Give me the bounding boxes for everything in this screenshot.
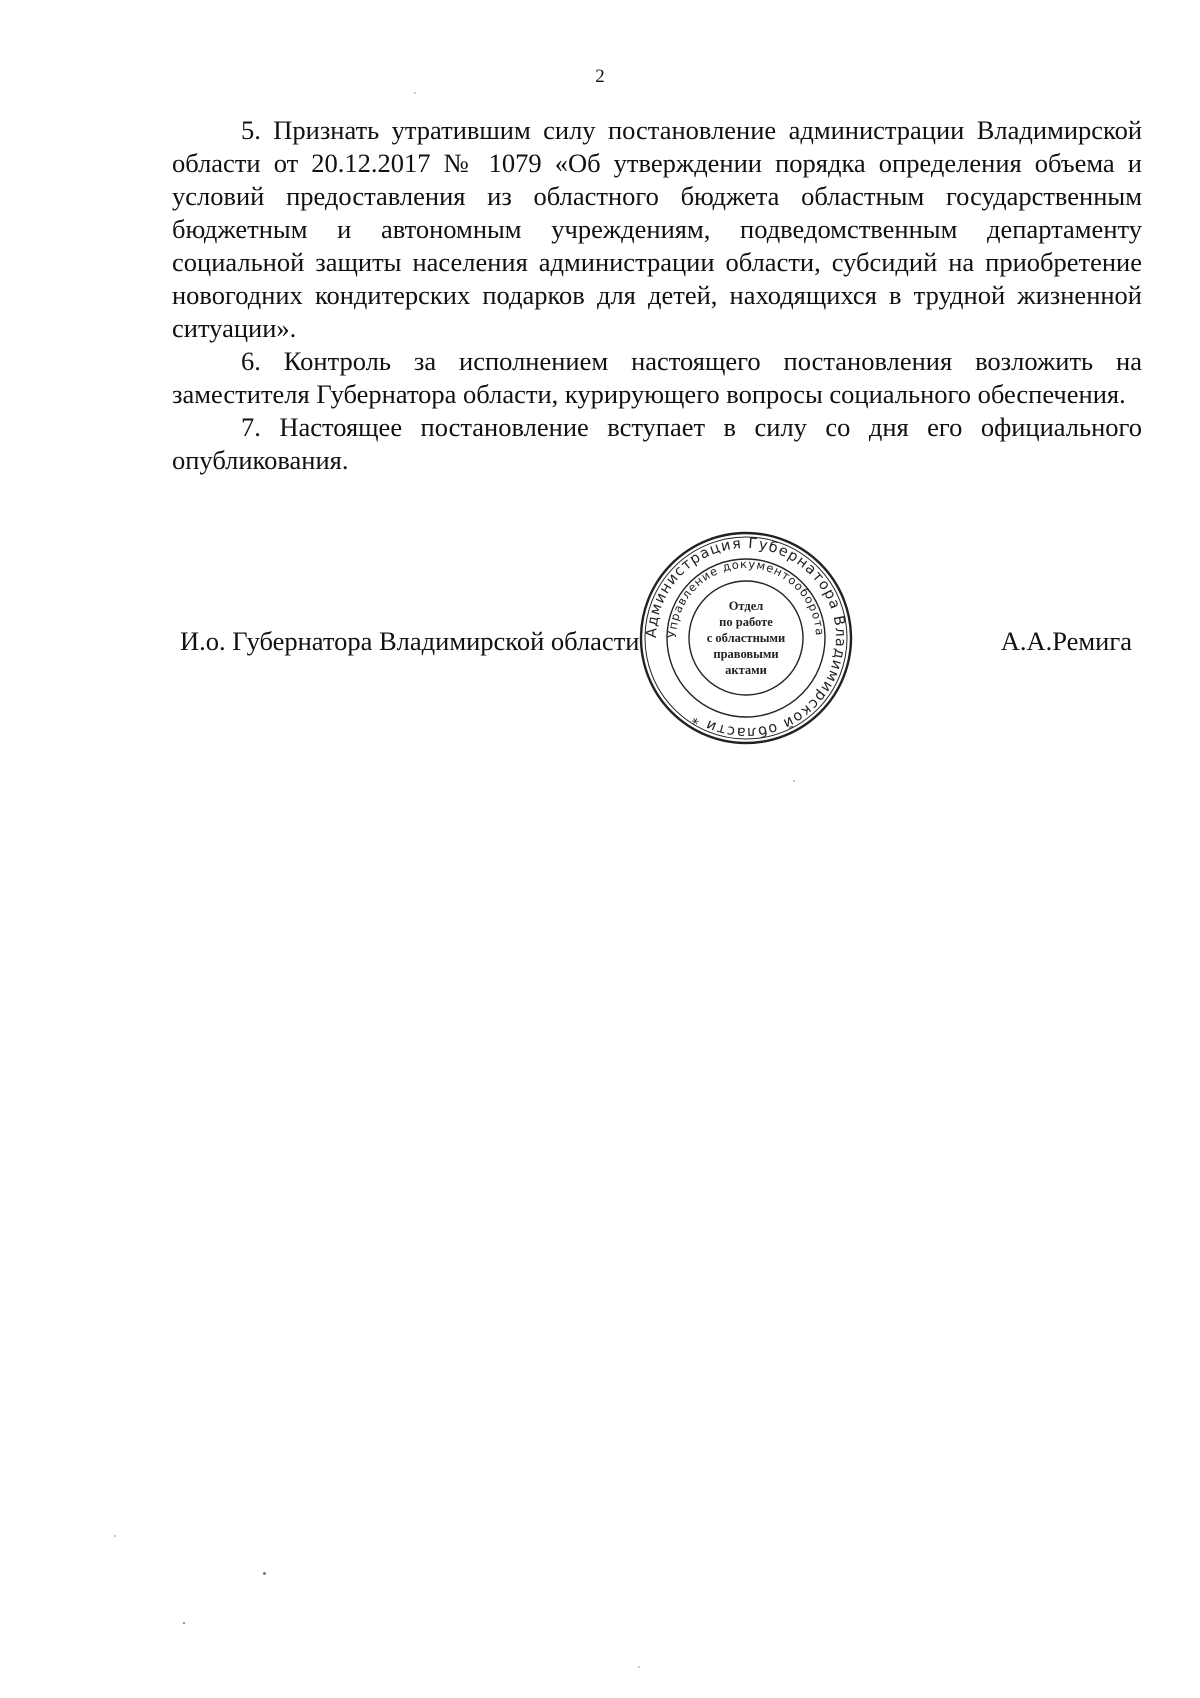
official-seal [636, 528, 856, 748]
scan-speck [263, 1572, 266, 1575]
seal-inner-text: Управление документооборота [664, 556, 828, 639]
seal-center-line-1: Отдел [728, 599, 764, 613]
scan-speck [793, 780, 795, 782]
seal-center-line-4: правовыми [713, 647, 779, 661]
paragraph-6: 6. Контроль за исполнением настоящего постановления возложить на заместителя Губернатора области, курирующего вопросы социального обеспечения. [172, 346, 1142, 409]
seal-outer-text: Администрация Губернатора Владимирской области * [643, 535, 849, 741]
signatory-name: А.А.Ремига [1000, 626, 1132, 656]
paragraph-5: 5. Признать утратившим силу постановление администрации Владимирской области от 20.12.2017 № 1079 «Об утверждении порядка определения объема и условий предоставления из областного бюджета областным государственным бюджетным и автономным учреждениям, подведомственным департаменту социальной защиты населения администрации области, субсидий на приобретение новогодних кондитерских подарков для детей, находящихся в трудной жизненной ситуации». [172, 115, 1142, 343]
signatory-title: И.о. Губернатора Владимирской области [180, 626, 640, 656]
seal-center-line-3: с областными [706, 631, 786, 645]
scan-speck [183, 1622, 185, 1624]
scan-speck [638, 1666, 640, 1668]
scan-speck [114, 1535, 116, 1537]
seal-center-line-5: актами [725, 663, 767, 677]
paragraph-7: 7. Настоящее постановление вступает в силу со дня его официального опубликования. [172, 412, 1142, 475]
page-number: 2 [595, 66, 605, 87]
seal-graphic [636, 528, 856, 748]
seal-center-line-2: по работе [719, 615, 773, 629]
scan-speck [414, 92, 416, 94]
document-body [172, 114, 1142, 477]
